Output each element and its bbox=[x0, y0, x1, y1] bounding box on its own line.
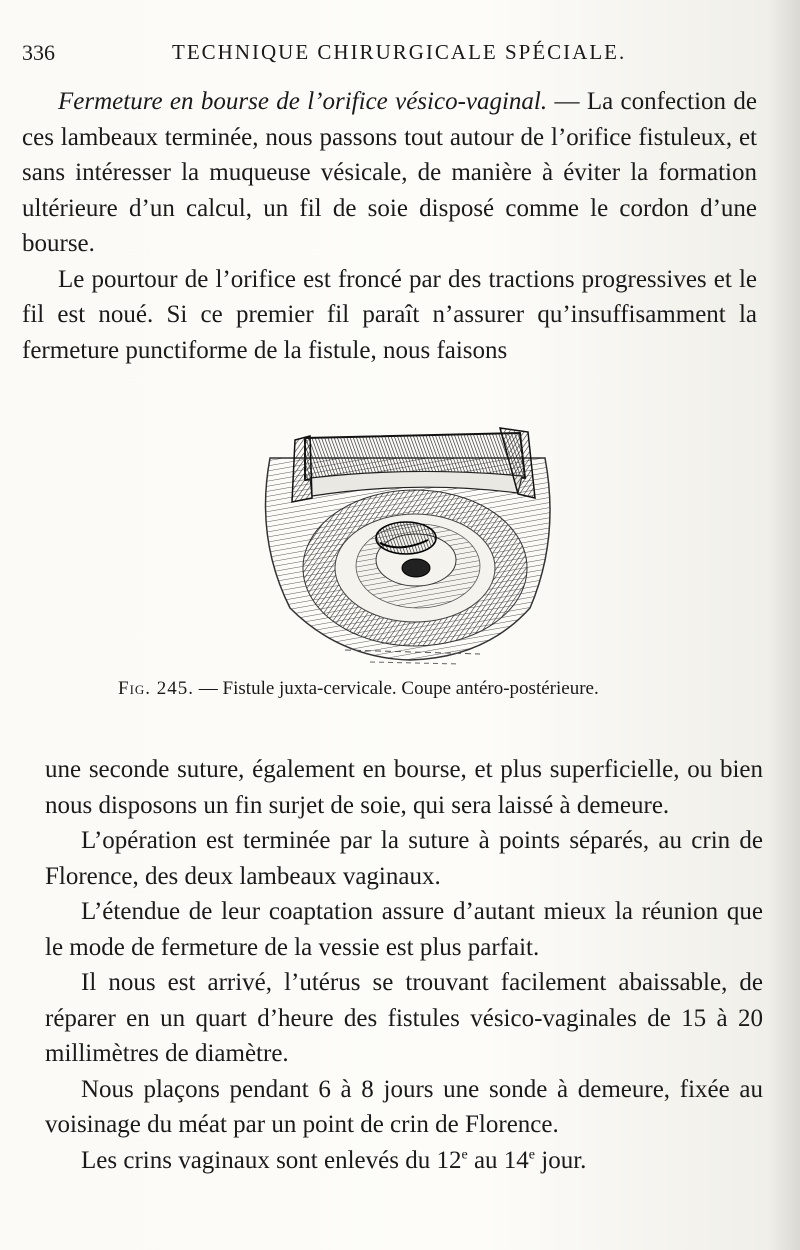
figure-caption bbox=[118, 678, 718, 700]
text-run: Les crins vaginaux sont enlevés du 12 bbox=[81, 1146, 462, 1174]
running-head: TECHNIQUE CHIRURGICALE SPÉCIALE. bbox=[172, 40, 627, 64]
section-title: Fermeture en bourse de l’orifice vésico-vaginal. bbox=[58, 88, 548, 115]
paragraph: une seconde suture, également en bourse, et plus superficielle, ou bien nous disposons un fin surjet de soie, qui sera laissé à demeure. bbox=[45, 756, 763, 819]
text-run: au 14 bbox=[467, 1146, 529, 1174]
paragraph: Il nous est arrivé, l’utérus se trouvant facilement abaissable, de réparer en un quart d’heure des fistules vésico-vaginales de 15 à 20 millimètres de diamètre. bbox=[45, 969, 763, 1067]
figure-label: Fig. 245. bbox=[118, 678, 195, 699]
page-number: 336 bbox=[22, 40, 55, 65]
page-header bbox=[22, 40, 760, 70]
paragraph-body: — La confection de ces lambeaux terminée, nous passons tout autour de l’orifice fistuleux, et sans intéresser la muqueuse vésicale, de manière à éviter la formation ultérieure d’un calcul, un fil de soie disposé comme le cordon d’une bourse. bbox=[22, 88, 757, 257]
figure-caption-text: — Fistule juxta-cervicale. Coupe antéro-postérieure. bbox=[194, 678, 599, 699]
paragraph: L’opération est terminée par la suture à points séparés, au crin de Florence, des deux lambeaux vaginaux. bbox=[45, 827, 763, 890]
engraving-illustration bbox=[250, 418, 570, 668]
text-run: jour. bbox=[535, 1146, 587, 1174]
paragraph bbox=[22, 84, 757, 262]
superscript: e bbox=[461, 1147, 468, 1163]
paragraph: L’étendue de leur coaptation assure d’autant mieux la réunion que le mode de fermeture de la vessie est plus parfait. bbox=[45, 898, 763, 961]
paragraph bbox=[45, 1143, 763, 1179]
superscript: e bbox=[528, 1147, 536, 1163]
paragraph: Le pourtour de l’orifice est froncé par des tractions progressives et le fil est noué. Si ce premier fil paraît n’assurer qu’insuffisamment la fermeture punctiforme de la fistule, nous faisons bbox=[22, 265, 757, 364]
bottom-text-block bbox=[45, 752, 763, 1178]
paragraph: Nous plaçons pendant 6 à 8 jours une sonde à demeure, fixée au voisinage du méat par un point de crin de Florence. bbox=[45, 1075, 763, 1138]
figure-engraving bbox=[250, 418, 570, 668]
top-text-block bbox=[22, 84, 757, 368]
